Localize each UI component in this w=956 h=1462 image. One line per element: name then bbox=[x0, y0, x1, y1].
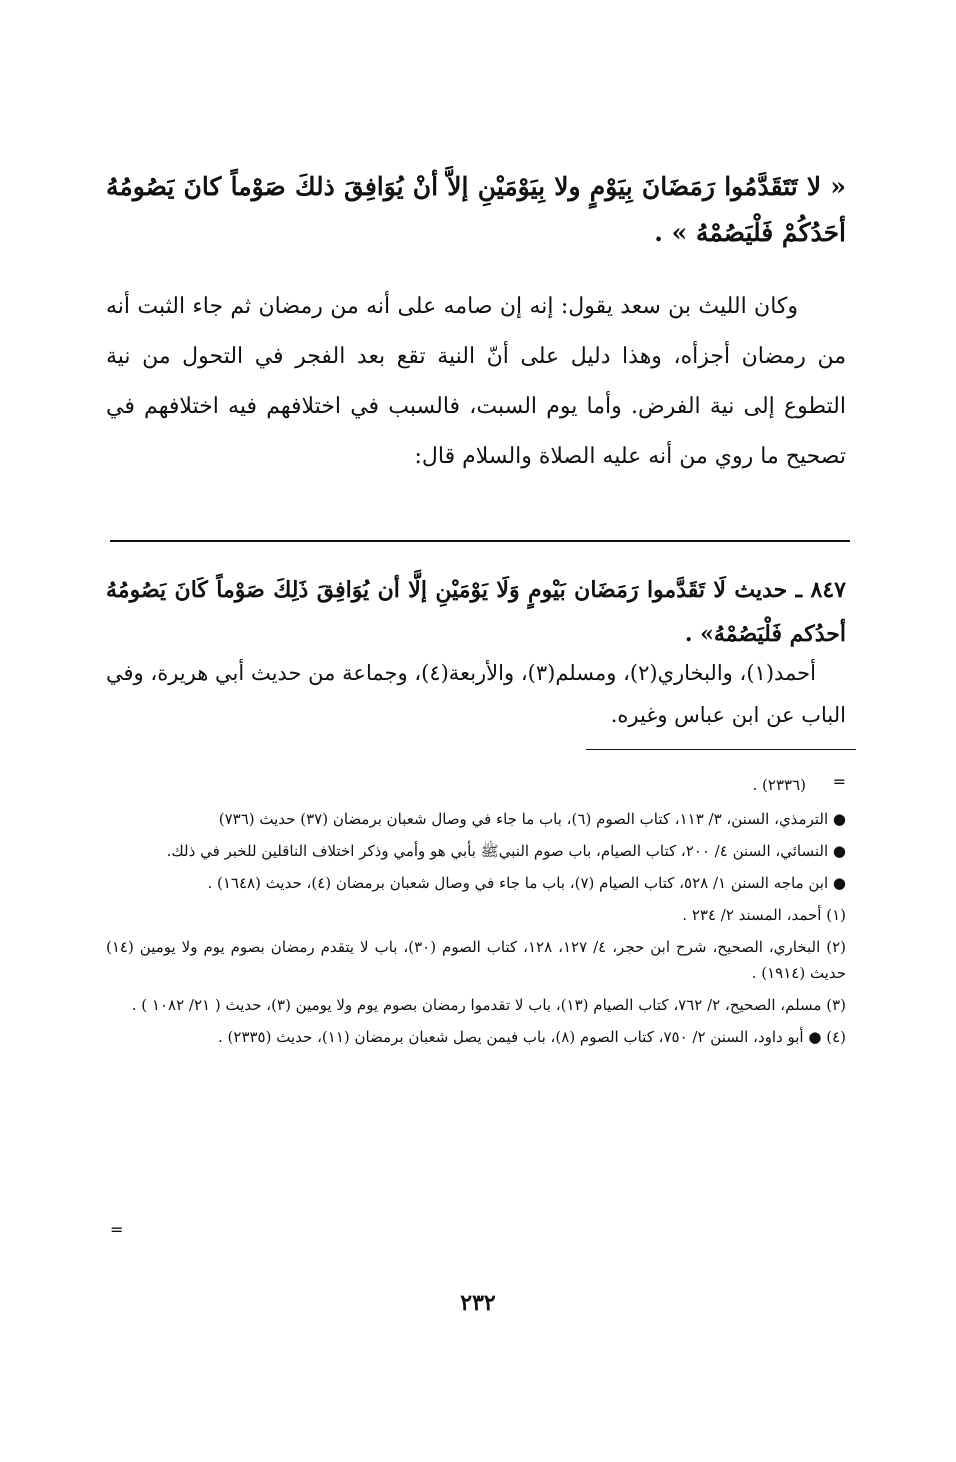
footnote-sub-nasai: ● النسائي، السنن ٤/ ٢٠٠، كتاب الصيام، باب صوم النبيﷺ بأبي هو وأمي وذكر اختلاف الناقلين للخبر في ذلك. bbox=[166, 842, 846, 860]
takhrij-sources: أحمد(١)، والبخاري(٢)، ومسلم(٣)، والأربعة(٤)، وجماعة من حديث أبي هريرة، وفي الباب عن ابن عباس وغيره. bbox=[106, 661, 846, 727]
footnote-4: (٤) ● أبو داود، السنن ٢/ ٧٥٠، كتاب الصوم (٨)، باب فيمن يصل شعبان برمضان (١١)، حديث (٢٣٣٥) . bbox=[218, 1028, 846, 1046]
footnote-2: (٢) البخاري، الصحيح، شرح ابن حجر، ٤/ ١٢٧، ١٢٨، كتاب الصوم (٣٠)، باب لا يتقدم رمضان بصوم يوم ولا يومين (١٤) حديث (١٩١٤) . bbox=[106, 938, 846, 982]
footnote-sub-ibnmajah: ● ابن ماجه السنن ١/ ٥٢٨، كتاب الصيام (٧)، باب ما جاء في وصال شعبان برمضان (٤)، حديث (١٦٤٨) . bbox=[207, 874, 846, 892]
takhrij-heading: ٨٤٧ ـ حديث لَا تَقَدَّموا رَمَضَان بَيْومٍ وَلَا يَوْمَيْنِ إلَّا أن يُوَافِقَ ذَلِكَ صَوْماً كَانَ يَصُومُهُ أحدُكم فَلْيَصُمْهُ» . bbox=[106, 577, 846, 647]
footnote-continuation: (٢٣٣٦) . bbox=[752, 776, 806, 794]
footnote-1: (١) أحمد، المسند ٢/ ٢٣٤ . bbox=[682, 906, 846, 924]
footnote-3: (٣) مسلم، الصحيح، ٢/ ٧٦٢، كتاب الصيام (١٣)، باب لا تقدموا رمضان بصوم يوم ولا يومين (٣)، حديث ( ٢١/ ١٠٨٢ ) . bbox=[131, 996, 846, 1014]
footnotes bbox=[106, 772, 846, 1056]
hadith-quote: « لا تَتَقَدَّمُوا رَمَضَانَ بِيَوْمٍ ولا بِيَوْمَيْنِ إلاَّ أنْ يُوَافِقَ ذلكَ صَوْماً كانَ يَصُومُهُ أحَدُكُمْ فَلْيَصُمْهُ » . bbox=[106, 172, 846, 247]
footnote-divider bbox=[586, 749, 856, 750]
main-paragraph: وكان الليث بن سعد يقول: إنه إن صامه على أنه من رمضان ثم جاء الثبت أنه من رمضان أجزأه، وهذا دليل على أنّ النية تقع بعد الفجر في التحول من نية التطوع إلى نية الفرض. وأما يوم السبت، فالسبب في اختلافهم فيه اختلافهم في تصحيح ما روي من أنه عليه الصلاة والسلام قال: bbox=[106, 294, 846, 469]
continues-mark: = bbox=[110, 1220, 124, 1239]
page-number: ٢٣٢ bbox=[460, 1290, 496, 1316]
continuation-mark: = bbox=[832, 772, 846, 791]
footnote-sub-tirmidhi: ● الترمذي، السنن، ٣/ ١١٣، كتاب الصوم (٦)، باب ما جاء في وصال شعبان برمضان (٣٧) حديث (٧٣٦) bbox=[218, 810, 846, 828]
section-divider bbox=[110, 540, 850, 542]
